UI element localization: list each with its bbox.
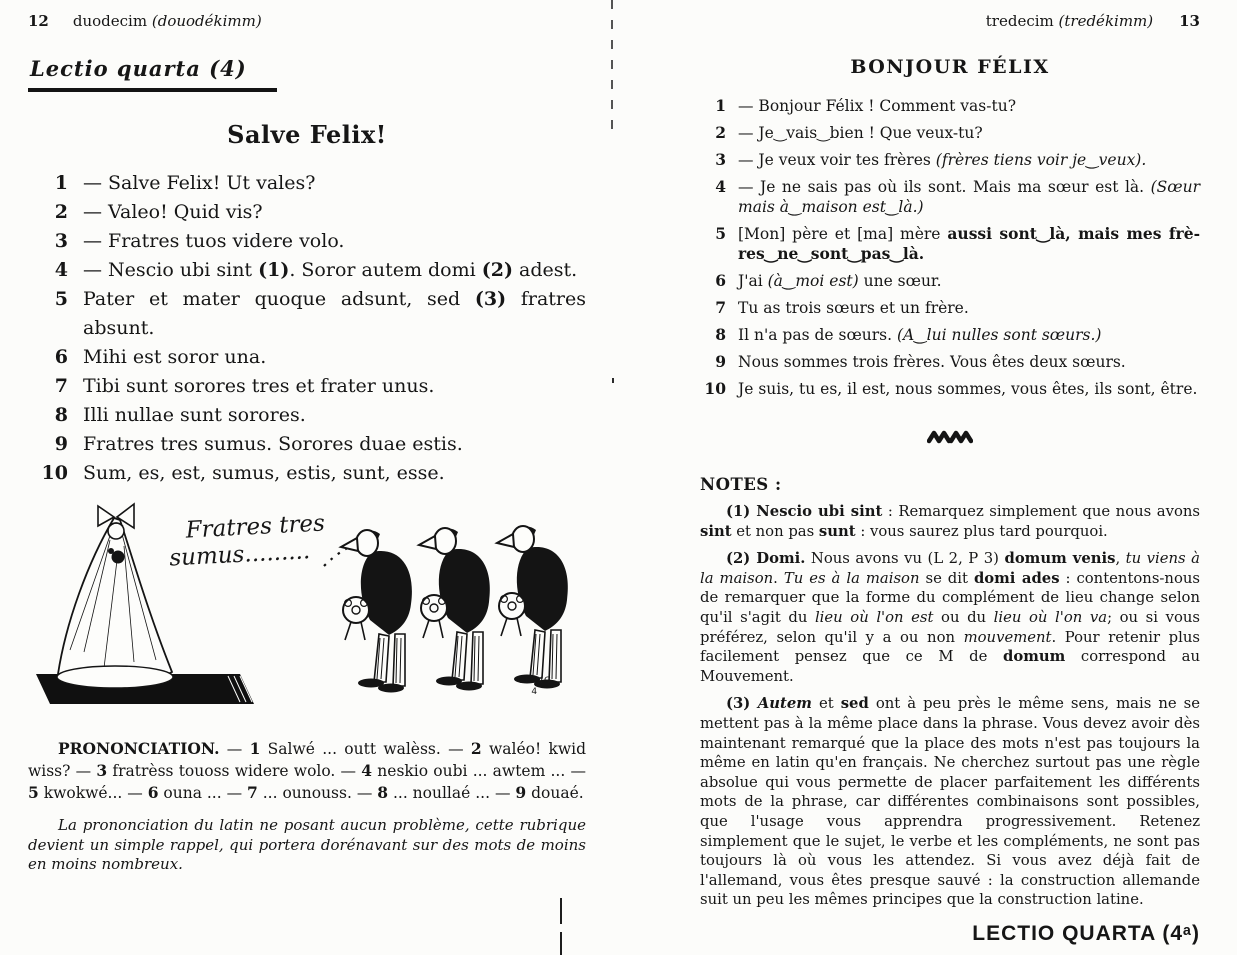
illustration-caption xyxy=(155,509,358,573)
line-number: 1 xyxy=(54,172,68,194)
note-paragraph: (3) Autem et sed ont à peu près le même sens, mais ne se mettent pas à la même place dans la phrase. Vous devez avoir dès maintenant remarqué que la place des mots n'est pas toujours la même en latin qu'en français. Ne cherchez surtout pas une règle absolue qui vous permette de placer parfaitement les différents mots de la phrase, car différentes combinaisons sont possibles, que l'usage vous apprendra progressivement. Retenez simplement que le sujet, le verbe et les compléments, ne sont pas toujours là où vous les attendez. Si vous avez déjà fait de l'allemand, vous êtes presque sauvé : la construction allemande suit un peu les mêmes principes que la construction latine. xyxy=(700,695,1200,909)
line-text: Illi nullae sunt sorores. xyxy=(83,404,306,426)
line-text: [Mon] père et [ma] mère aussi sont‿là, mais mes frè-res‿ne‿sont‿pas‿là. xyxy=(738,224,1200,263)
dialogue-line xyxy=(700,298,1200,318)
line-number: 7 xyxy=(715,298,726,317)
left-running-header xyxy=(28,12,586,30)
line-number: 4 xyxy=(54,259,68,281)
artist-signature: GRING 4 xyxy=(517,676,552,697)
line-text: Pater et mater quoque adsunt, sed (3) fratres absunt. xyxy=(83,288,586,339)
note-paragraph: (1) Nescio ubi sint : Remarquez simplement que nous avons sint et non pas sunt : vous saurez plus tard pourquoi. xyxy=(700,503,1200,540)
right-page-number: 13 xyxy=(1179,12,1200,30)
line-number: 10 xyxy=(41,462,68,484)
line-number: 2 xyxy=(715,123,726,142)
dialogue-line xyxy=(700,325,1200,345)
line-text: — Je veux voir tes frères (frères tiens voir je‿veux). xyxy=(738,151,1147,169)
latin-dialogue xyxy=(28,169,586,488)
line-number: 3 xyxy=(715,150,726,169)
line-text: Tu as trois sœurs et un frère. xyxy=(738,299,969,317)
squiggle-divider-icon xyxy=(927,429,973,445)
page-right xyxy=(700,12,1200,946)
gutter-mark xyxy=(612,378,614,383)
line-number: 10 xyxy=(704,379,726,398)
left-running-title: duodecim (douodékimm) xyxy=(72,12,262,30)
dialogue-line xyxy=(28,256,586,285)
dialogue-line xyxy=(28,430,586,459)
line-number: 3 xyxy=(54,230,68,252)
dialogue-line xyxy=(700,177,1200,217)
line-number: 4 xyxy=(715,177,726,196)
line-number: 7 xyxy=(54,375,68,397)
dialogue-line xyxy=(28,401,586,430)
dialogue-line xyxy=(700,379,1200,399)
line-number: 9 xyxy=(715,352,726,371)
latin-title: Salve Felix! xyxy=(227,120,387,149)
line-text: Je suis, tu es, il est, nous sommes, vous êtes, ils sont, être. xyxy=(738,380,1198,398)
line-text: — Bonjour Félix ! Comment vas-tu? xyxy=(738,97,1017,115)
dialogue-line xyxy=(700,150,1200,170)
line-text: Il n'a pas de sœurs. (A‿lui nulles sont sœurs.) xyxy=(738,326,1102,344)
line-number: 6 xyxy=(715,271,726,290)
left-page-number: 12 xyxy=(28,12,49,30)
line-text: Tibi sunt sorores tres et frater unus. xyxy=(83,375,435,397)
lesson-footer: LECTIO QUARTA (4ᵃ) xyxy=(972,921,1200,945)
right-running-header xyxy=(700,12,1200,30)
wedding-cartoon-illustration xyxy=(28,500,586,724)
line-text: — Nescio ubi sint (1). Soror autem domi (2) adest. xyxy=(83,259,578,281)
dialogue-line xyxy=(28,227,586,256)
dialogue-line xyxy=(700,352,1200,372)
caption-line2: sumus......... xyxy=(168,538,311,572)
dialogue-line xyxy=(28,285,586,343)
dialogue-line xyxy=(28,372,586,401)
french-dialogue xyxy=(700,96,1200,399)
line-text: Fratres tres sumus. Sorores duae estis. xyxy=(83,433,463,455)
line-text: — Je‿vais‿bien ! Que veux-tu? xyxy=(738,124,983,142)
dialogue-line xyxy=(700,96,1200,116)
dialogue-line xyxy=(28,198,586,227)
dialogue-line xyxy=(28,343,586,372)
line-text: J'ai (à‿moi est) une sœur. xyxy=(738,272,942,290)
line-text: — Je ne sais pas où ils sont. Mais ma sœur est là. (Sœur mais à‿maison est‿là.) xyxy=(738,178,1200,216)
lesson-heading: Lectio quarta (4) xyxy=(28,56,277,92)
line-text: Nous sommes trois frères. Vous êtes deux sœurs. xyxy=(738,353,1126,371)
line-text: — Salve Felix! Ut vales? xyxy=(83,172,316,194)
prononciation-note: La prononciation du latin ne posant aucun problème, cette rubrique devient un simple rappel, qui portera dorénavant sur des mots de moins en moins nombreux. xyxy=(28,816,586,873)
dialogue-line xyxy=(28,459,586,488)
line-number: 6 xyxy=(54,346,68,368)
dialogue-line xyxy=(700,224,1200,264)
dialogue-line xyxy=(28,169,586,198)
caption-line1: Fratres tres xyxy=(185,510,326,544)
line-text: — Valeo! Quid vis? xyxy=(83,201,263,223)
gutter-dashed-line-top xyxy=(611,0,613,136)
line-number: 5 xyxy=(54,288,68,310)
notes-heading: NOTES : xyxy=(700,475,782,494)
page-left xyxy=(28,12,586,875)
right-running-title: tredecim (tredékimm) xyxy=(985,12,1154,30)
dialogue-line xyxy=(700,123,1200,143)
french-title: BONJOUR FÉLIX xyxy=(850,56,1050,78)
dialogue-line xyxy=(700,271,1200,291)
note-paragraph: (2) Domi. Nous avons vu (L 2, P 3) domum venis, tu viens à la maison. Tu es à la maison se dit domi ades : contentons-nous de remarquer que la forme du complément de lieu change selon qu'il s'agit du lieu où l'on est ou du lieu où l'on va; ou si vous préférez, selon qu'il y a ou non mouvement. Pour retenir plus facilement pensez que ce M de domum correspond au Mouvement. xyxy=(700,550,1200,685)
line-text: Sum, es, est, sumus, estis, sunt, esse. xyxy=(83,462,445,484)
line-number: 8 xyxy=(715,325,726,344)
line-number: 9 xyxy=(54,433,68,455)
line-number: 1 xyxy=(715,96,726,115)
line-number: 8 xyxy=(54,404,68,426)
prononciation-paragraph: PRONONCIATION. — 1 Salwé ... outt walèss. — 2 waléo! kwid wiss? — 3 fratrèss touoss widere wolo. — 4 neskio oubi ... awtem ... — 5 kwokwé... — 6 ouna ... — 7 ... ounouss. — 8 ... noullaé ... — 9 douaé. xyxy=(28,739,586,802)
line-number: 5 xyxy=(715,224,726,243)
gutter-dashed-line-bottom xyxy=(560,898,562,955)
line-text: — Fratres tuos videre volo. xyxy=(83,230,345,252)
notes-list xyxy=(700,502,1200,910)
line-text: Mihi est soror una. xyxy=(83,346,267,368)
line-number: 2 xyxy=(54,201,68,223)
